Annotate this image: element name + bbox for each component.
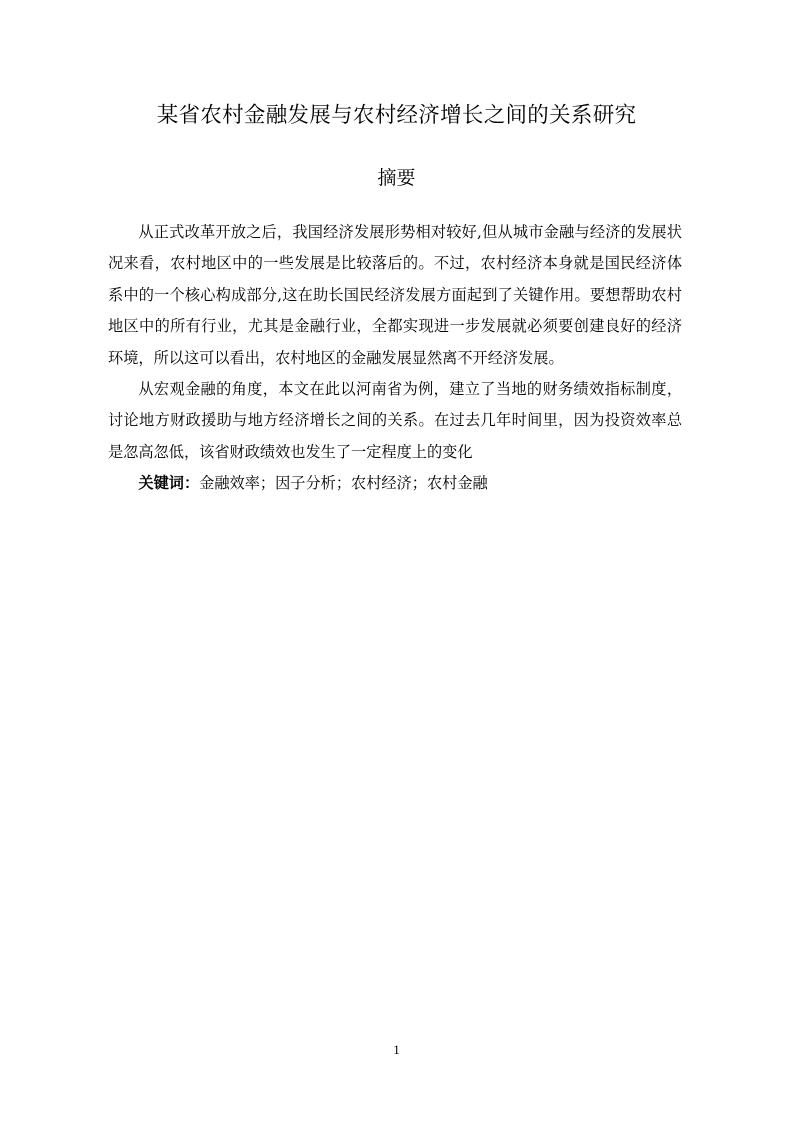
keywords-line (108, 468, 682, 499)
abstract-heading: 摘要 (377, 167, 416, 189)
abstract-paragraph-1: 从正式改革开放之后，我国经济发展形势相对较好,但从城市金融与经济的发展状况来看，农村地区中的一些发展是比较落后的。不过，农村经济本身就是国民经济体系中的一个核心构成部分,这在助长国民经济发展方面起到了关键作用。要想帮助农村地区中的所有行业，尤其是金融行业，全都实现进一步发展就必须要创建良好的经济环境，所以这可以看出，农村地区的金融发展显然离不开经济发展。 (108, 223, 682, 367)
keywords-label: 关键词： (138, 474, 200, 493)
abstract-paragraph-2: 从宏观金融的角度，本文在此以河南省为例，建立了当地的财务绩效指标制度，讨论地方财政援助与地方经济增长之间的关系。在过去几年时间里，因为投资效率总是忽高忽低，该省财政绩效也发生了一定程度上的变化 (108, 380, 682, 461)
keywords-text: 金融效率；因子分析；农村经济；农村金融 (199, 474, 488, 493)
paper-title: 某省农村金融发展与农村经济增长之间的关系研究 (156, 103, 637, 128)
abstract-body (108, 217, 682, 500)
page-number: 1 (393, 1042, 400, 1057)
